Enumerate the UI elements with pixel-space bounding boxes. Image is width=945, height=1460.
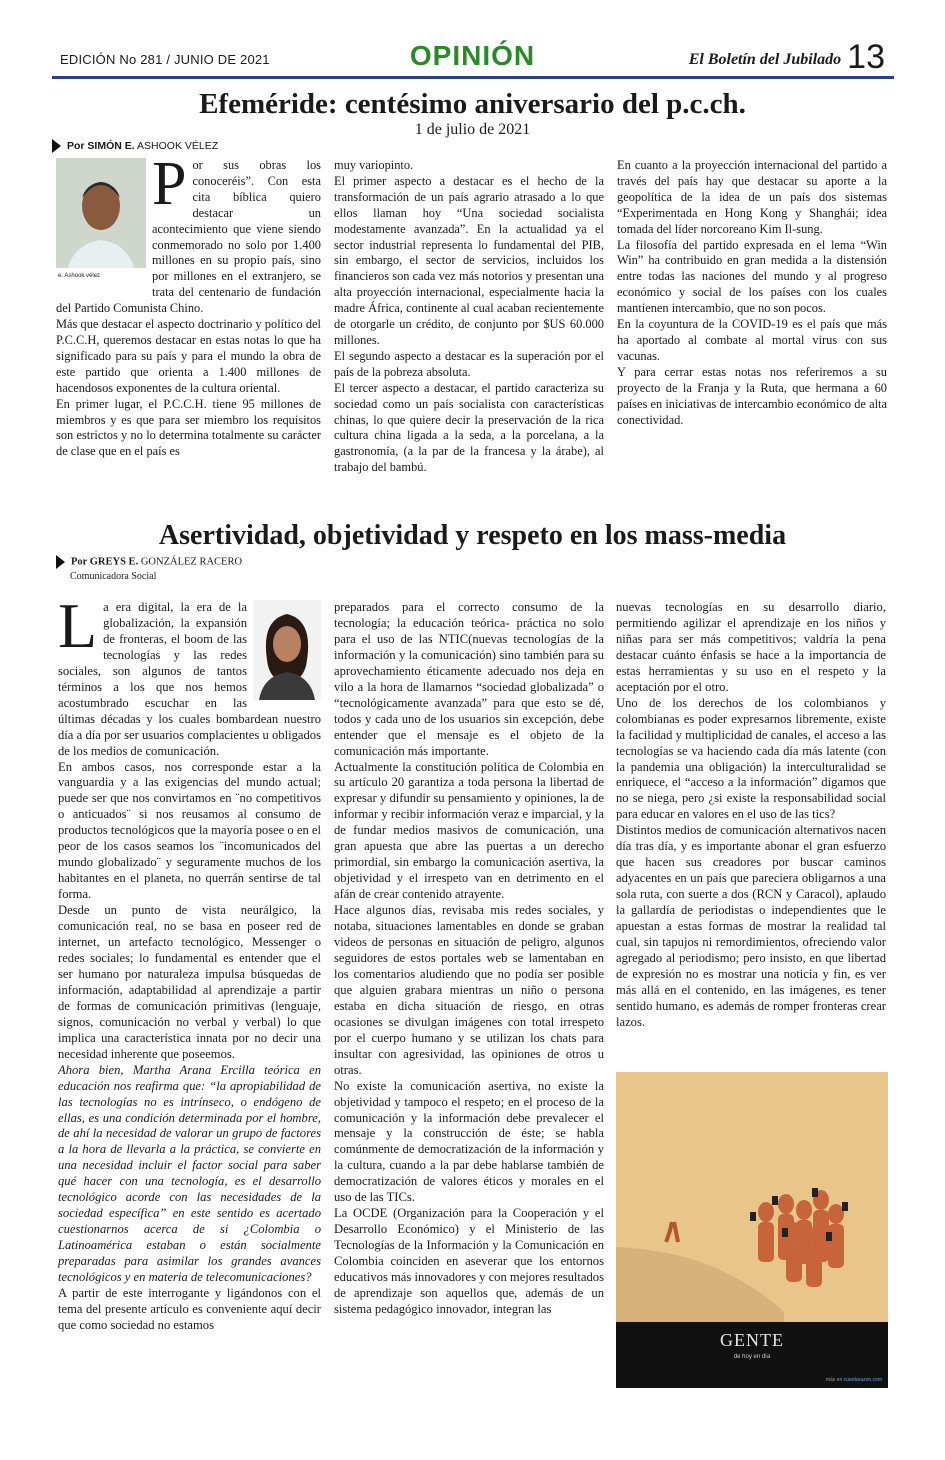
author-photo-ashook: [56, 158, 146, 286]
byline-name: GONZÁLEZ RACERO: [140, 556, 243, 568]
article2-title: Asertividad, objetividad y respeto en los mass-media: [158, 520, 787, 551]
dropcap-p: P: [152, 150, 187, 218]
paragraph: El primer aspecto a destacar es el hecho de la transformación de un país agrario atrasado a lo que ellos llaman hoy “Una sociedad socialista modestamente avanzada”. En la actualidad ya el sector industrial representa lo fundamental del PIB, sin embargo, el sector de servicios, incluidos los financieros son cada vez más notorios y presentan una alta proyección internacional, especialmente hacia la madre África, continente al cual acaban recientemente de otorgarle un crédito, de conjunto por $US 60.000 millones.: [334, 173, 604, 347]
paragraph: La OCDE (Organización para la Cooperación y el Desarrollo Económico) y el Ministerio de las Tecnologías de la Información y la Comunicación en Colombia coinciden en aseverar que los entornos educativos más innovadores y con mejores resultados de aprendizaje son aquellos que, además de un sistema pedagógico innovador, integran las: [334, 1206, 604, 1316]
byline-arrow-icon: [56, 555, 65, 569]
paragraph: En la coyuntura de la COVID-19 es el país que más ha aportado al combate al mortal virus con sus vacunas.: [617, 317, 887, 363]
paragraph: Ahora bien, Martha Arana Ercilla teórica en educación nos reafirma que: “la apropiabilidad de las tecnologías no es intrínseco, o endógeno de ellas, es una condición determinada por el hombre, de ahí la necesidad de valorar un grupo de factores a la hora de llevarla a la práctica, se convierte en una necesidad incluir el factor social para saber qué hacer con una tecnología, es el desarrollo tecnológico acorde con las necesidades de la sociedad específica” en este sentido es acertado cuestionarnos acerca de si ¿Colombia o Latinoamérica estaban o están socialmente preparadas para asimilar los grandes avances tecnológicos y en materia de telecomunicaciones?: [58, 1062, 321, 1285]
paragraph: En primer lugar, el P.C.C.H. tiene 95 millones de miembros y es que para ser miembro los requisitos son estrictos y no lo determina totalmente su carácter de clase que en el país es: [56, 396, 321, 459]
paragraph: La filosofía del partido expresada en el lema “Win Win” ha contribuido en gran medida a la distensión entre todas las naciones del mundo y al progreso económico y social de los países con los cuales mantienen intercambio, que no son pocos.: [617, 237, 887, 316]
article1-column-1: [56, 150, 321, 460]
paragraph: preparados para el correcto consumo de la tecnología; la educación teórica- práctica no solo para el uso de las NTIC(nuevas tecnologías de la información y la comunicación) sino también para su aprovechamiento éticamente adecuado nos deja en vilo a la hora de llamarnos “sociedad globalizada” o “tecnológicamente avanzada” para que esto se dé, todos y cada uno de los usuarios sin excepción, debe entender que el mensaje es el objeto de la comunicación más importante.: [334, 600, 604, 758]
article1-title: Efeméride: centésimo aniversario del p.c.ch.: [199, 88, 746, 120]
paragraph: En ambos casos, nos corresponde estar a la vanguardia y a las exigencias del mundo actual; puede ser que nos convirtamos en ¨no competitivos o anticuados¨ si nos reusamos al consumo de productos tecnológicos que la mayoría posee o en el peor de los casos seamos los ¨incomunicados del mundo globalizado¨ y seguramente muchos de los habitantes en el planeta, no querrán sentirse de tal forma.: [58, 759, 321, 902]
paragraph: En cuanto a la proyección internacional del partido a través del país hay que destacar su aporte a la geopolítica de la idea de un país dos sistemas “Experimentada en Hong Kong y Shanghái; idea tomada del líder norcoreano Kim Il-sung.: [617, 158, 887, 236]
publication-masthead: [689, 38, 885, 77]
author-portrait-icon: [253, 600, 321, 700]
byline-prefix: Por SIMÓN E.: [67, 139, 135, 152]
poster-title: GENTE: [720, 1330, 784, 1350]
photo-caption: e. Ashook vélez: [56, 268, 146, 286]
credit-site: cuantarazon.com: [843, 1377, 882, 1383]
article1-column-3: [617, 158, 887, 428]
edition-label: EDICIÓN No 281 / JUNIO DE 2021: [60, 52, 270, 67]
article2-column-2: [334, 600, 604, 1318]
paragraph: or sus obras los conoceréis”. Con esta cita bíblica quiero destacar un acontecimiento que viene siendo conmemorado no solo por 1.400 millones en su propio país, sino por millones en el extranjero, se trata del centenario de fundación del Partido Comunista Chino.: [56, 158, 321, 316]
byline-arrow-icon: [52, 139, 61, 153]
paragraph: Y para cerrar estas notas nos referiremos a su proyecto de la Franja y la Ruta, que hermana a 60 países en iniciativas de intercambio económico de alta conectividad.: [617, 364, 887, 427]
header-rule: [52, 76, 894, 79]
paragraph: muy variopinto.: [334, 158, 414, 172]
article1-column-2: [334, 158, 604, 476]
paragraph: Distintos medios de comunicación alternativos nacen día tras día, y es importante abonar el gran esfuerzo que hacen sus creadores por buscar caminos adyacentes en un país que pareciera obligarnos a una sola ruta, con suerte a dos (RCN y Caracol), aplaudo la gallardía de periodistas o independientes que le apuestan a estas formas de mostrar la realidad tal cual, sin tapujos ni remordimientos, ofreciendo valor agregado al periodismo; pero insisto, en que libertad de expresión no es mostrar una noticia y fin, es ver más allá en el contenido, en las imágenes, es tener sentido humano, es además de romper fronteras crear lazos.: [616, 823, 886, 1029]
dropcap-l: L: [58, 590, 98, 661]
poster-subtitle: de hoy en día: [733, 1354, 771, 1360]
article1-byline: [52, 139, 218, 153]
paragraph: El tercer aspecto a destacar, el partido caracteriza su sociedad como un país socialista con características chinas, lo que quiere decir la preservación de la rica cultura china ligada a la seda, a la porcelana, a la gastronomía, (a la par de la francesa y la árabe), al trabajo del bambú.: [334, 380, 604, 475]
paragraph: Actualmente la constitución política de Colombia en su artículo 20 garantiza a toda persona la libertad de expresar y difundir su pensamiento y opiniones, la de informar y recibir información veraz e imparcial, y la de fundar medios masivos de comunicación, una gran apuesta que abre las puertas a un derecho primordial, sin embargo la comunicación asertiva, la objetividad y el irrespeto van en detrimento en el afán de crear contenido atrayente.: [334, 759, 604, 902]
paragraph: a era digital, la era de la globalización, la expansión de fronteras, el boom de las tecnologías y las redes sociales, son algunos de tantos términos a los que nos hemos acostumbrado escuchar en las últimas décadas y los cuales bombardean nuestro día a día por ser usuarios complacientes u obligados de los medios de comunicación.: [58, 600, 321, 758]
byline-name: ASHOOK VÉLEZ: [137, 139, 219, 152]
article2-column-1: [58, 590, 321, 1334]
paragraph: Uno de los derechos de los colombianos y colombianas es poder expresarnos libremente, existe la facilidad y multiplicidad de canales, el acceso a las tecnologías se va haciendo cada día más latente (con la pandemia una obligación) la interculturalidad se enriquece, el “acceso a la información” digamos que no se niega, pero ¿si existe la responsabilidad social para educar en valores en el uso de las tics?: [616, 695, 886, 822]
paragraph: Hace algunos días, revisaba mis redes sociales, y notaba, situaciones lamentables en donde se graban videos de personas en situación de peligro, algunos seguidores de estos portales web se lamentaban en los comentarios aludiendo que no podía ser posible que alguien grabara mientras un niño o persona estaba en dicha situación de riesgo, en otras ocasiones se divulgan imágenes con total irrespeto por el cuerpo humano y se utilizan los chats para insultar con agresividad, las opiniones de otros u otras.: [334, 903, 604, 1077]
credit-prefix: más en: [825, 1377, 843, 1383]
paragraph: Desde un punto de vista neurálgico, la comunicación real, no se basa en poseer red de internet, un artefacto tecnológico, Messenger o redes sociales; lo fundamental es entender que el ser humano por naturaleza impulsa búsquedas de información, adaptabilidad al aprendizaje a partir de formas de comunicación primitivas (lenguaje, signos, comunicación no verbal y verbal) lo que implica una característica innata por no decir una necesidad inherente que poseemos.: [58, 903, 321, 1061]
page-number: 13: [847, 38, 885, 76]
article2-column-3: [616, 600, 886, 1031]
author-role: Comunicadora Social: [70, 571, 157, 582]
gente-poster: [616, 1072, 888, 1388]
article2-byline: [56, 555, 242, 569]
paragraph: Más que destacar el aspecto doctrinario y político del P.C.C.H, queremos destacar en estas notas lo que ha significado para su país y para el mundo la obra de este partido que orienta a 1.400 millones de hacendosos exponentes de la cultura oriental.: [56, 317, 321, 395]
paragraph: nuevas tecnologías en su desarrollo diario, permitiendo agilizar el aprendizaje en los niños y niñas para ser más competitivos; valdría la pena destacar cuánto énfasis se hace a la importancia de estas herramientas y su uso en el respeto y la aceptación por el otro.: [616, 600, 886, 694]
author-portrait-icon: [56, 158, 146, 286]
section-title: OPINIÓN: [409, 40, 536, 71]
publication-name: El Boletín del Jubilado: [688, 51, 842, 68]
paragraph: No existe la comunicación asertiva, no existe la objetividad y tampoco el respeto; en el proceso de la comunicación y la información debe prevalecer el mensaje y la construcción de éste; se habla comúnmente de democratización de la información y la cultura, cuando a la par debe hablarse también de democratización de valores éticos y morales en el uso de las TICs.: [334, 1078, 604, 1205]
article1-date: 1 de julio de 2021: [414, 121, 531, 138]
byline-prefix: Por GREYS E.: [71, 556, 139, 568]
poster-credit: [826, 1377, 882, 1383]
author-photo-gonzalez: [253, 600, 321, 700]
paragraph: El segundo aspecto a destacar es la superación por el país de la pobreza absoluta.: [334, 348, 604, 379]
paragraph: A partir de este interrogante y ligándonos con el tema del presente artículo es conveniente aquí decir que como sociedad no estamos: [58, 1285, 321, 1332]
